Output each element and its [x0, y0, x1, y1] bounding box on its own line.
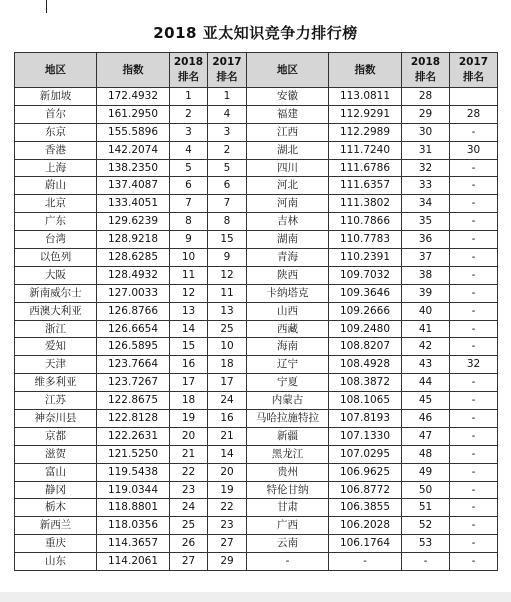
rank-2017-cell: -: [450, 195, 498, 213]
rank-2018-cell: 51: [402, 499, 450, 517]
index-cell: 118.8801: [97, 499, 170, 517]
rank-2018-cell: 32: [402, 159, 450, 177]
index-cell: 109.3646: [329, 284, 402, 302]
index-cell: 127.0033: [97, 284, 170, 302]
rank-2018-cell: 2: [170, 105, 208, 123]
rank-2017-cell: 32: [450, 356, 498, 374]
index-cell: 110.7783: [329, 231, 402, 249]
rank-2017-cell: -: [450, 338, 498, 356]
rank-2018-cell: 10: [170, 249, 208, 267]
rank-2018-cell: 22: [170, 463, 208, 481]
rank-2018-cell: 8: [170, 213, 208, 231]
rank-2017-cell: 2: [208, 141, 247, 159]
index-cell: 123.7664: [97, 356, 170, 374]
header-rank-2018: [170, 53, 208, 88]
rank-2018-cell: 20: [170, 427, 208, 445]
rank-2017-cell: -: [450, 410, 498, 428]
index-cell: 112.9291: [329, 105, 402, 123]
rank-2018-cell: 40: [402, 302, 450, 320]
rank-2018-cell: 15: [170, 338, 208, 356]
index-cell: 128.4932: [97, 266, 170, 284]
index-cell: 126.5895: [97, 338, 170, 356]
rank-2017-cell: 18: [208, 356, 247, 374]
header-rank-2017-year: 2017: [212, 56, 242, 68]
region-cell: 江西: [247, 123, 329, 141]
region-cell: 河北: [247, 177, 329, 195]
header-region-2: 地区: [247, 53, 329, 88]
index-cell: 119.5438: [97, 463, 170, 481]
index-cell: 110.7866: [329, 213, 402, 231]
index-cell: 108.8207: [329, 338, 402, 356]
rank-2018-cell: 25: [170, 517, 208, 535]
rank-2017-cell: -: [450, 320, 498, 338]
index-cell: 122.8128: [97, 410, 170, 428]
rank-2017-cell: 23: [208, 517, 247, 535]
index-cell: 137.4087: [97, 177, 170, 195]
header-rank-2017-year-2: 2017: [458, 56, 489, 68]
page-title: 2018 亚太知识竞争力排行榜: [153, 24, 358, 42]
region-cell: 栃木: [15, 499, 97, 517]
rank-2018-cell: 13: [170, 302, 208, 320]
table-row: [15, 463, 498, 481]
rank-2018-cell: 48: [402, 445, 450, 463]
region-cell: 特伦甘纳: [247, 481, 329, 499]
index-cell: 128.9218: [97, 231, 170, 249]
index-cell: 133.4051: [97, 195, 170, 213]
rank-2018-cell: 42: [402, 338, 450, 356]
table-row: [15, 123, 498, 141]
table-row: [15, 517, 498, 535]
region-cell: 富山: [15, 463, 97, 481]
rank-2018-cell: 16: [170, 356, 208, 374]
rank-2018-cell: 45: [402, 392, 450, 410]
index-cell: 112.2989: [329, 123, 402, 141]
index-cell: 128.6285: [97, 249, 170, 267]
rank-2018-cell: 39: [402, 284, 450, 302]
region-cell: 辽宁: [247, 356, 329, 374]
region-cell: 云南: [247, 535, 329, 553]
index-cell: 106.9625: [329, 463, 402, 481]
table-header-row: [15, 53, 498, 88]
rank-2017-cell: 14: [208, 445, 247, 463]
index-cell: 106.8772: [329, 481, 402, 499]
index-cell: 107.8193: [329, 410, 402, 428]
index-cell: 119.0344: [97, 481, 170, 499]
index-cell: 126.6654: [97, 320, 170, 338]
index-cell: 161.2950: [97, 105, 170, 123]
bottom-strip: [0, 592, 511, 602]
header-index-2: 指数: [329, 53, 402, 88]
rank-2018-cell: 12: [170, 284, 208, 302]
rank-2018-cell: 18: [170, 392, 208, 410]
index-cell: 110.2391: [329, 249, 402, 267]
rank-2017-cell: -: [450, 427, 498, 445]
region-cell: 首尔: [15, 105, 97, 123]
rank-2017-cell: -: [450, 553, 498, 571]
region-cell: 新南威尔士: [15, 284, 97, 302]
region-cell: 贵州: [247, 463, 329, 481]
index-cell: 107.0295: [329, 445, 402, 463]
rank-2017-cell: 12: [208, 266, 247, 284]
table-row: [15, 195, 498, 213]
index-cell: 111.6786: [329, 159, 402, 177]
rank-2017-cell: -: [450, 392, 498, 410]
region-cell: 浙江: [15, 320, 97, 338]
region-cell: 北京: [15, 195, 97, 213]
index-cell: 108.3872: [329, 374, 402, 392]
rank-2018-cell: 36: [402, 231, 450, 249]
header-rank-2018-label: 排名: [178, 71, 199, 83]
header-rank-2017: [208, 53, 247, 88]
rank-2017-cell: -: [450, 374, 498, 392]
table-row: [15, 410, 498, 428]
rank-2017-cell: 7: [208, 195, 247, 213]
rank-2017-cell: 29: [208, 553, 247, 571]
index-cell: 108.4928: [329, 356, 402, 374]
rank-2017-cell: 19: [208, 481, 247, 499]
rank-2018-cell: -: [402, 553, 450, 571]
index-cell: 111.3802: [329, 195, 402, 213]
region-cell: 福建: [247, 105, 329, 123]
rank-2017-cell: 11: [208, 284, 247, 302]
index-cell: 109.7032: [329, 266, 402, 284]
region-cell: 四川: [247, 159, 329, 177]
table-row: [15, 481, 498, 499]
rank-2018-cell: 26: [170, 535, 208, 553]
rank-2017-cell: 4: [208, 105, 247, 123]
region-cell: -: [247, 553, 329, 571]
index-cell: 113.0811: [329, 88, 402, 106]
rank-2018-cell: 11: [170, 266, 208, 284]
table-row: [15, 553, 498, 571]
region-cell: 宁夏: [247, 374, 329, 392]
region-cell: 西藏: [247, 320, 329, 338]
rank-2017-cell: -: [450, 302, 498, 320]
table-row: [15, 177, 498, 195]
table-row: [15, 141, 498, 159]
rank-2018-cell: 52: [402, 517, 450, 535]
rank-2018-cell: 53: [402, 535, 450, 553]
rank-2017-cell: -: [450, 213, 498, 231]
index-cell: 109.2666: [329, 302, 402, 320]
rank-2018-cell: 23: [170, 481, 208, 499]
table-row: [15, 213, 498, 231]
region-cell: 安徽: [247, 88, 329, 106]
header-rank-2017-2: [450, 53, 498, 88]
header-rank-2018-year: 2018: [173, 56, 204, 68]
rank-2018-cell: 49: [402, 463, 450, 481]
rank-2018-cell: 14: [170, 320, 208, 338]
index-cell: 129.6239: [97, 213, 170, 231]
rank-2017-cell: 25: [208, 320, 247, 338]
region-cell: 静冈: [15, 481, 97, 499]
index-cell: 118.0356: [97, 517, 170, 535]
region-cell: 山西: [247, 302, 329, 320]
table-body: [15, 88, 498, 571]
region-cell: 山东: [15, 553, 97, 571]
rank-2017-cell: 20: [208, 463, 247, 481]
table-row: [15, 320, 498, 338]
rank-2018-cell: 33: [402, 177, 450, 195]
rank-2018-cell: 3: [170, 123, 208, 141]
rank-2018-cell: 31: [402, 141, 450, 159]
rank-2018-cell: 19: [170, 410, 208, 428]
region-cell: 吉林: [247, 213, 329, 231]
rank-2017-cell: -: [450, 231, 498, 249]
rank-2018-cell: 17: [170, 374, 208, 392]
index-cell: 111.6357: [329, 177, 402, 195]
rank-2017-cell: -: [450, 535, 498, 553]
rank-2018-cell: 21: [170, 445, 208, 463]
rank-2017-cell: 15: [208, 231, 247, 249]
region-cell: 香港: [15, 141, 97, 159]
rank-2018-cell: 35: [402, 213, 450, 231]
region-cell: 重庆: [15, 535, 97, 553]
table-row: [15, 535, 498, 553]
region-cell: 大阪: [15, 266, 97, 284]
region-cell: 爱知: [15, 338, 97, 356]
index-cell: 114.2061: [97, 553, 170, 571]
rank-2017-cell: -: [450, 123, 498, 141]
index-cell: 106.3855: [329, 499, 402, 517]
region-cell: 广西: [247, 517, 329, 535]
rank-2017-cell: 16: [208, 410, 247, 428]
region-cell: 青海: [247, 249, 329, 267]
region-cell: 滋贺: [15, 445, 97, 463]
region-cell: 黑龙江: [247, 445, 329, 463]
region-cell: 马哈拉施特拉: [247, 410, 329, 428]
index-cell: 126.8766: [97, 302, 170, 320]
region-cell: 新加坡: [15, 88, 97, 106]
rank-2018-cell: 43: [402, 356, 450, 374]
rank-2017-cell: 3: [208, 123, 247, 141]
rank-2017-cell: 6: [208, 177, 247, 195]
region-cell: 海南: [247, 338, 329, 356]
rank-2018-cell: 1: [170, 88, 208, 106]
rank-2017-cell: -: [450, 266, 498, 284]
rank-2017-cell: 1: [208, 88, 247, 106]
rank-2017-cell: 10: [208, 338, 247, 356]
table-row: [15, 88, 498, 106]
table-row: [15, 284, 498, 302]
rank-2018-cell: 5: [170, 159, 208, 177]
header-index: 指数: [97, 53, 170, 88]
index-cell: 142.2074: [97, 141, 170, 159]
region-cell: 甘肃: [247, 499, 329, 517]
region-cell: 河南: [247, 195, 329, 213]
table-row: [15, 392, 498, 410]
region-cell: 京都: [15, 427, 97, 445]
rank-2017-cell: 8: [208, 213, 247, 231]
table-row: [15, 231, 498, 249]
rank-2017-cell: 5: [208, 159, 247, 177]
rank-2018-cell: 29: [402, 105, 450, 123]
region-cell: 维多利亚: [15, 374, 97, 392]
rank-2018-cell: 34: [402, 195, 450, 213]
region-cell: 以色列: [15, 249, 97, 267]
header-rank-2018-2: [402, 53, 450, 88]
header-rank-2017-label: 排名: [216, 71, 238, 83]
region-cell: 内蒙古: [247, 392, 329, 410]
rank-2018-cell: 46: [402, 410, 450, 428]
table-row: [15, 499, 498, 517]
ranking-table: [14, 52, 498, 571]
header-region: 地区: [15, 53, 97, 88]
rank-2017-cell: 24: [208, 392, 247, 410]
region-cell: 江苏: [15, 392, 97, 410]
rank-2018-cell: 4: [170, 141, 208, 159]
header-rank-2018-year-2: 2018: [410, 56, 441, 68]
rank-2017-cell: 9: [208, 249, 247, 267]
index-cell: 122.2631: [97, 427, 170, 445]
table-row: [15, 356, 498, 374]
region-cell: 上海: [15, 159, 97, 177]
table-row: [15, 338, 498, 356]
index-cell: 108.1065: [329, 392, 402, 410]
index-cell: 123.7267: [97, 374, 170, 392]
rank-2017-cell: 22: [208, 499, 247, 517]
index-cell: 138.2350: [97, 159, 170, 177]
index-cell: 114.3657: [97, 535, 170, 553]
table-row: [15, 427, 498, 445]
index-cell: -: [329, 553, 402, 571]
top-divider-line: [46, 0, 47, 13]
region-cell: 台湾: [15, 231, 97, 249]
rank-2018-cell: 7: [170, 195, 208, 213]
region-cell: 神奈川县: [15, 410, 97, 428]
table-row: [15, 266, 498, 284]
index-cell: 172.4932: [97, 88, 170, 106]
rank-2018-cell: 38: [402, 266, 450, 284]
rank-2018-cell: 47: [402, 427, 450, 445]
rank-2017-cell: [450, 88, 498, 106]
index-cell: 121.5250: [97, 445, 170, 463]
rank-2017-cell: -: [450, 159, 498, 177]
rank-2017-cell: 27: [208, 535, 247, 553]
table-row: [15, 105, 498, 123]
rank-2018-cell: 50: [402, 481, 450, 499]
index-cell: 155.5896: [97, 123, 170, 141]
region-cell: 湖南: [247, 231, 329, 249]
index-cell: 122.8675: [97, 392, 170, 410]
table-row: [15, 159, 498, 177]
rank-2017-cell: 17: [208, 374, 247, 392]
rank-2017-cell: -: [450, 481, 498, 499]
rank-2017-cell: 30: [450, 141, 498, 159]
region-cell: 蔚山: [15, 177, 97, 195]
index-cell: 106.2028: [329, 517, 402, 535]
table-row: [15, 249, 498, 267]
table-row: [15, 302, 498, 320]
rank-2017-cell: -: [450, 463, 498, 481]
rank-2017-cell: 21: [208, 427, 247, 445]
rank-2017-cell: -: [450, 445, 498, 463]
rank-2017-cell: 13: [208, 302, 247, 320]
region-cell: 东京: [15, 123, 97, 141]
header-rank-2017-label-2: 排名: [463, 71, 484, 83]
index-cell: 109.2480: [329, 320, 402, 338]
rank-2017-cell: -: [450, 517, 498, 535]
region-cell: 天津: [15, 356, 97, 374]
rank-2018-cell: 41: [402, 320, 450, 338]
table-row: [15, 374, 498, 392]
rank-2018-cell: 30: [402, 123, 450, 141]
region-cell: 西澳大利亚: [15, 302, 97, 320]
rank-2017-cell: 28: [450, 105, 498, 123]
rank-2017-cell: -: [450, 249, 498, 267]
index-cell: 106.1764: [329, 535, 402, 553]
region-cell: 新西兰: [15, 517, 97, 535]
rank-2018-cell: 37: [402, 249, 450, 267]
rank-2018-cell: 24: [170, 499, 208, 517]
index-cell: 111.7240: [329, 141, 402, 159]
region-cell: 广东: [15, 213, 97, 231]
rank-2018-cell: 44: [402, 374, 450, 392]
header-rank-2018-label-2: 排名: [415, 71, 436, 83]
region-cell: 卡纳塔克: [247, 284, 329, 302]
rank-2017-cell: -: [450, 284, 498, 302]
rank-2017-cell: -: [450, 499, 498, 517]
index-cell: 107.1330: [329, 427, 402, 445]
rank-2017-cell: -: [450, 177, 498, 195]
rank-2018-cell: 28: [402, 88, 450, 106]
rank-2018-cell: 6: [170, 177, 208, 195]
region-cell: 陕西: [247, 266, 329, 284]
region-cell: 湖北: [247, 141, 329, 159]
table-row: [15, 445, 498, 463]
region-cell: 新疆: [247, 427, 329, 445]
rank-2018-cell: 9: [170, 231, 208, 249]
rank-2018-cell: 27: [170, 553, 208, 571]
